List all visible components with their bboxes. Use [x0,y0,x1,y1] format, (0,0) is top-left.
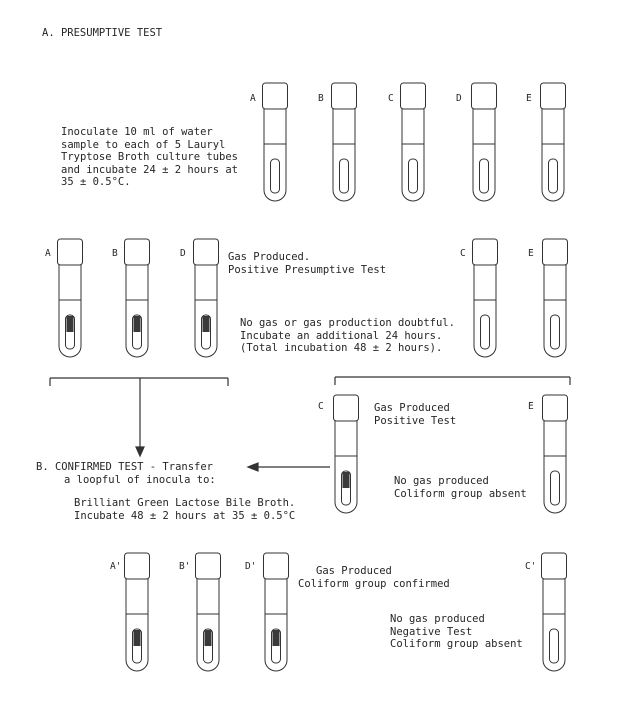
durham-vial [551,315,560,349]
tube-row2-a [58,239,83,357]
tube-row3-c [334,395,359,513]
coliform-confirmed-text [298,565,450,590]
durham-vial [409,159,418,193]
no-gas-coliform-absent-text [394,475,527,500]
durham-vial [271,159,280,193]
tube-row1-b [332,83,357,201]
tube-cap [263,83,288,109]
tube-label-row1-d: D [456,93,462,104]
gas-positive-test-text [374,402,456,427]
durham-vial [481,315,490,349]
tube-label-row1-e: E [526,93,532,104]
confirmed-line-2: a loopful of inocula to: [64,473,216,486]
gas-bubble [203,316,210,332]
inoculate-line-1: Inoculate 10 ml of water [61,126,213,138]
gas-positive-line-1: Gas Produced [374,402,450,414]
durham-vial [340,159,349,193]
durham-vial [550,629,559,663]
durham-vial [549,159,558,193]
tube-cap [332,83,357,109]
tube-label-row2-c: C [460,248,466,259]
gas-bubble [205,630,212,646]
transfer-arrowhead [248,463,258,471]
gas-bubble [134,630,141,646]
tube-cap [543,395,568,421]
tube-label-row4-b: B' [179,561,191,572]
tube-cap [58,239,83,265]
gas-positive-line-2: Positive Test [374,414,457,427]
tube-cap [196,553,221,579]
down-arrowhead [136,447,144,456]
no-gas-doubtful-text [240,317,455,355]
coliform-confirmed-line-2: Coliform group confirmed [298,577,450,590]
coliform-confirmed-line-1: Gas Produced [316,565,392,577]
tube-row4-b [196,553,221,671]
tube-row1-a [263,83,288,201]
tube-row2-e [543,239,568,357]
no-gas-line-3: (Total incubation 48 ± 2 hours). [240,342,443,354]
flow-connectors [50,377,570,471]
tube-label-row2-a: A [45,248,51,259]
broth-line-1: Brilliant Green Lactose Bile Broth. [74,497,296,509]
tube-cap [542,553,567,579]
no-gas-coliform-line-2: Coliform group absent [394,487,527,500]
tube-cap [472,83,497,109]
gas-bubble [343,472,350,488]
confirmed-test-heading [36,461,216,486]
tube-label-row1-c: C [388,93,394,104]
inoculate-line-4: and incubate 24 ± 2 hours at [61,163,239,176]
tube-row2-d [194,239,219,357]
presumptive-test-title: A. PRESUMPTIVE TEST [42,27,163,39]
no-gas-line-1: No gas or gas production doubtful. [240,317,455,329]
tube-cap [194,239,219,265]
tube-label-row1-b: B [318,93,324,104]
no-gas-coliform-line-1: No gas produced [394,475,489,487]
tube-label-row2-d: D [180,248,186,259]
tube-cap [541,83,566,109]
negative-line-3: Coliform group absent [390,638,523,650]
tube-cap [125,239,150,265]
negative-test-text [390,613,523,651]
brilliant-green-broth-text [74,497,295,522]
tube-row2-b [125,239,150,357]
durham-vial [551,471,560,505]
gas-produced-line-2: Positive Presumptive Test [228,263,387,276]
tube-label-row3-e: E [528,401,534,412]
tube-row4-a [125,553,150,671]
tube-label-row2-b: B [112,248,118,259]
tube-row4-c [542,553,567,671]
tube-cap [543,239,568,265]
tube-row3-e [543,395,568,513]
broth-line-2: Incubate 48 ± 2 hours at 35 ± 0.5°C [74,509,296,522]
gas-bubble [134,316,141,332]
tube-label-row1-a: A [250,93,256,104]
tube-label-row2-e: E [528,248,534,259]
tube-cap [125,553,150,579]
tube-label-row4-c: C' [525,561,537,572]
tube-cap [264,553,289,579]
no-gas-line-2: Incubate an additional 24 hours. [240,329,443,342]
tube-cap [334,395,359,421]
tube-row2-c [473,239,498,357]
tube-label-row4-a: A' [110,561,122,572]
durham-vial [480,159,489,193]
gas-produced-line-1: Gas Produced. [228,251,311,263]
inoculate-instructions [61,126,238,189]
tube-row1-c [401,83,426,201]
inoculate-line-3: Tryptose Broth culture tubes [61,151,239,163]
negative-line-2: Negative Test [390,625,473,638]
tube-cap [473,239,498,265]
inoculate-line-2: sample to each of 5 Lauryl [61,138,226,151]
tube-label-row3-c: C [318,401,324,412]
confirmed-line-1: B. CONFIRMED TEST - Transfer [36,461,214,473]
tube-row4-d [264,553,289,671]
tube-row1-e [541,83,566,201]
gas-bubble [273,630,280,646]
tube-row1-d [472,83,497,201]
tube-label-row4-d: D' [245,561,257,572]
tube-cap [401,83,426,109]
negative-line-1: No gas produced [390,613,485,625]
inoculate-line-5: 35 ± 0.5°C. [61,176,131,188]
gas-bubble [67,316,74,332]
gas-produced-presumptive [228,251,386,276]
